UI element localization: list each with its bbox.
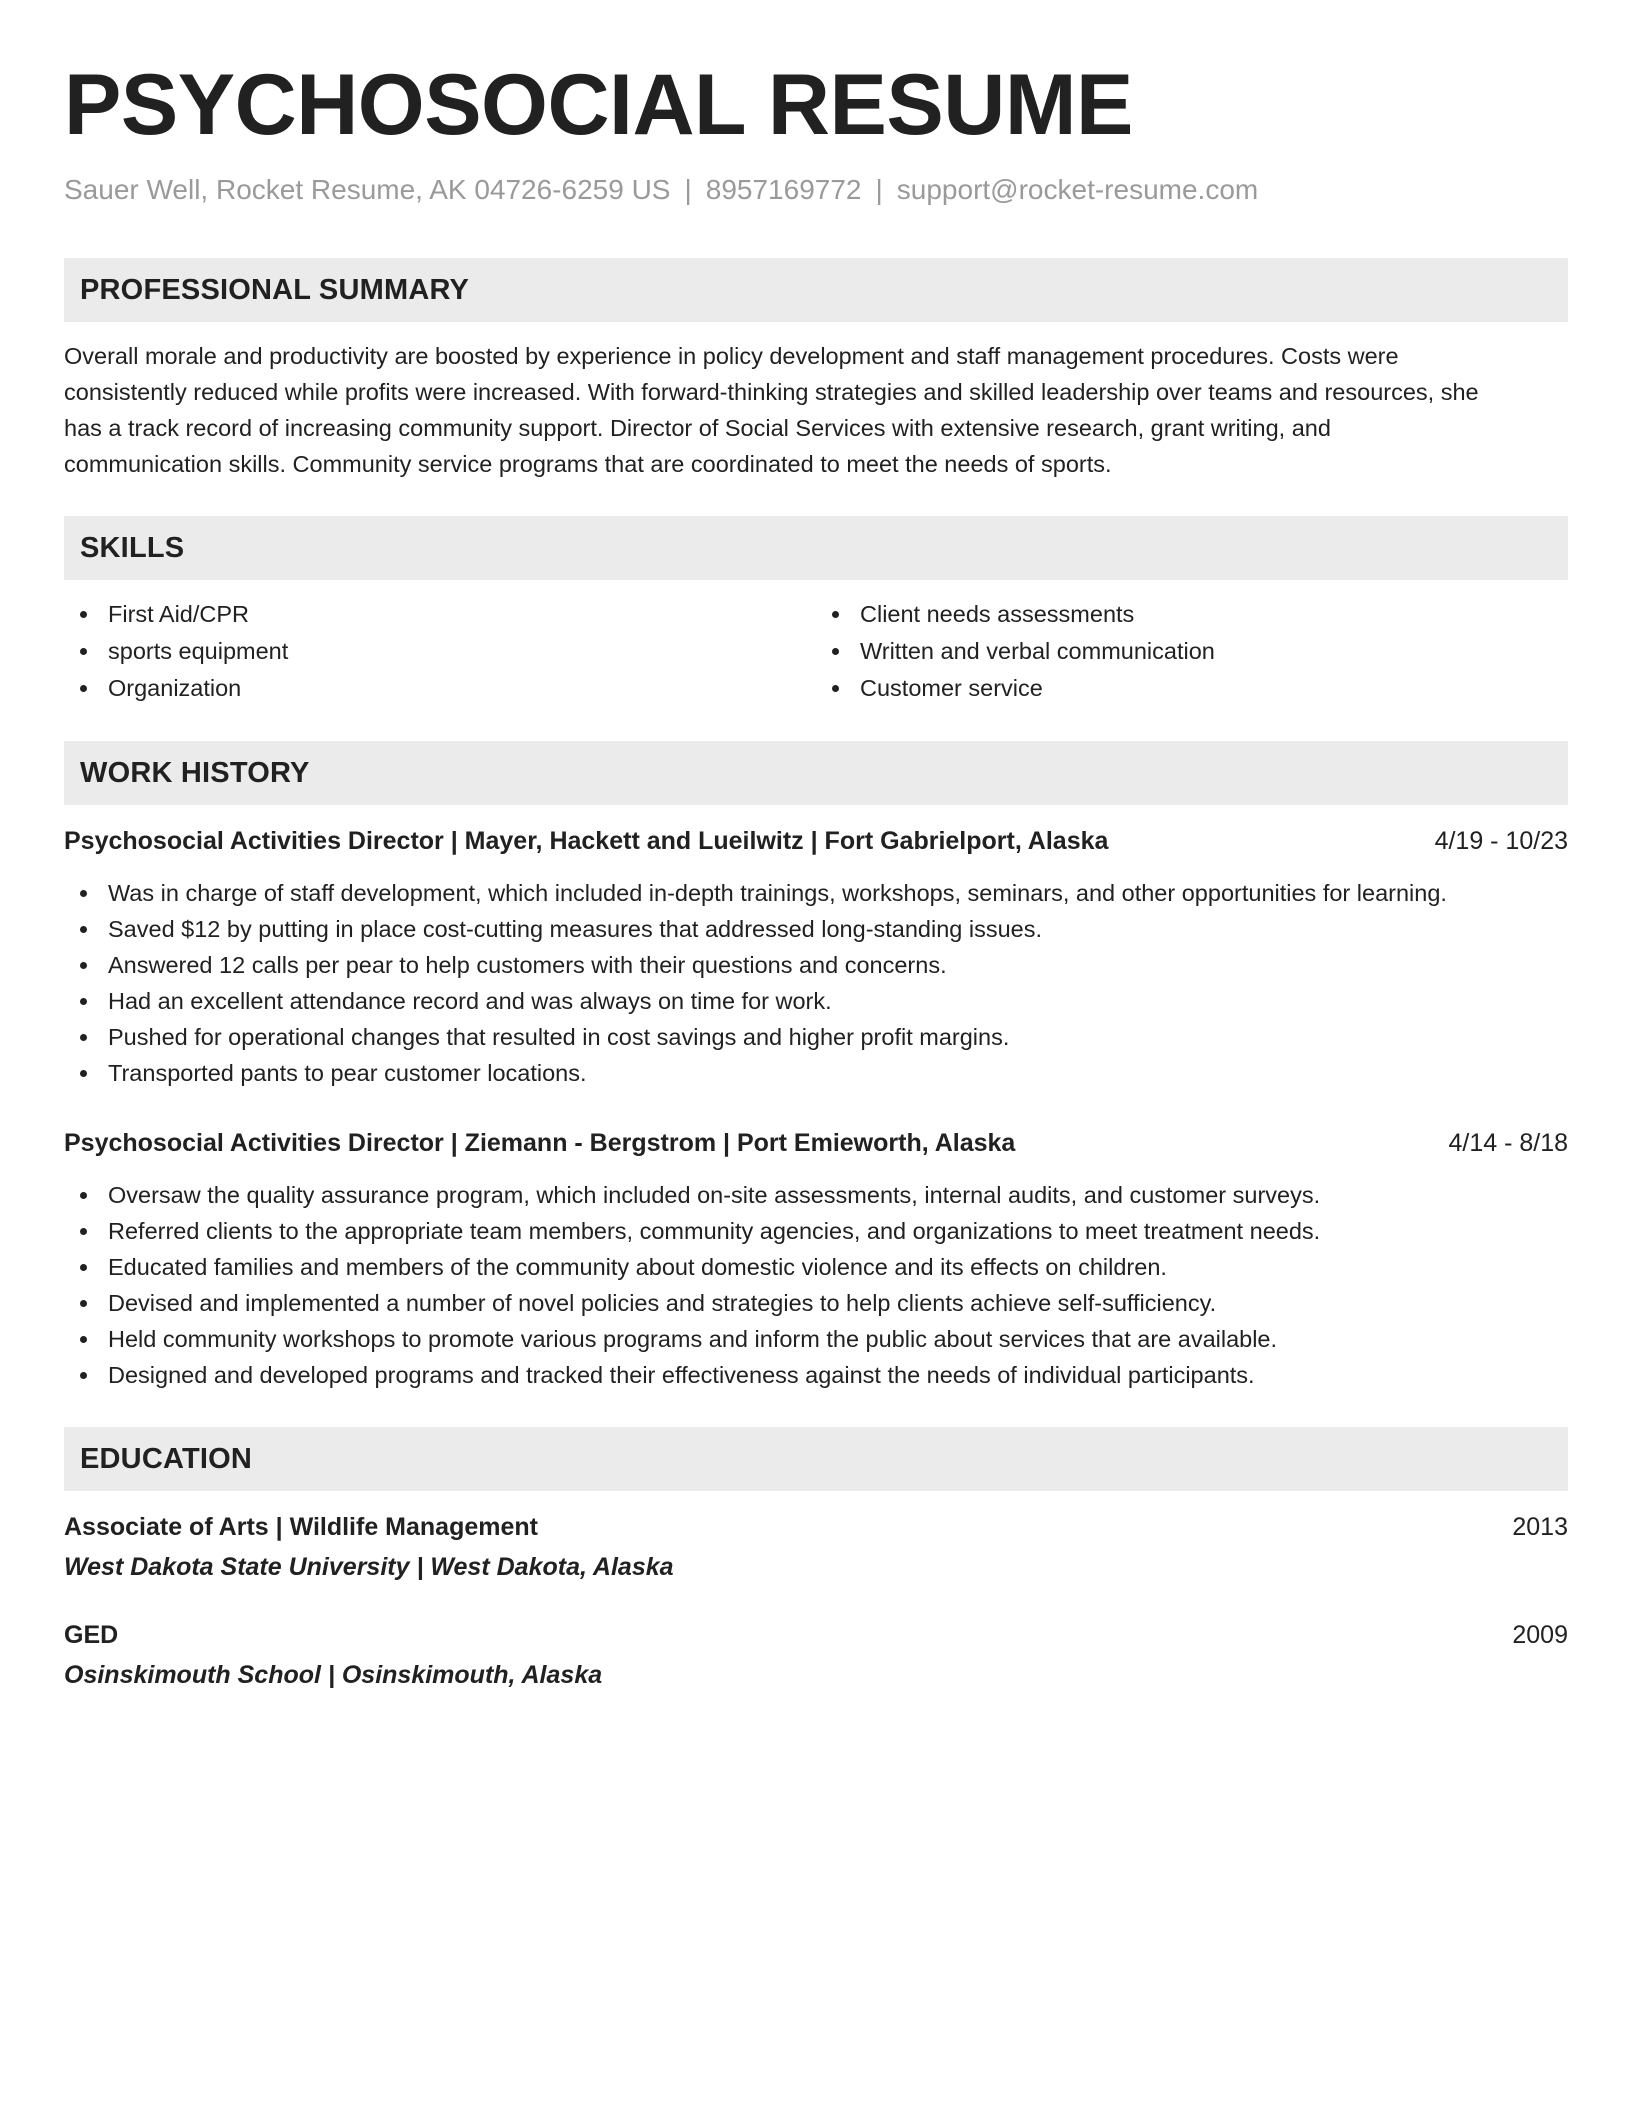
job-dates: 4/14 - 8/18	[1448, 1129, 1568, 1157]
skill-item: Written and verbal communication	[816, 633, 1568, 670]
contact-line	[64, 172, 1568, 208]
job-title: Psychosocial Activities Director | Ziemann - Bergstrom | Port Emieworth, Alaska	[64, 1129, 1016, 1157]
education-school: West Dakota State University | West Dakota, Alaska	[64, 1553, 674, 1581]
education-header	[64, 1509, 1568, 1545]
summary-line: Overall morale and productivity are boosted by experience in policy development and staff management procedures. Costs were	[64, 343, 1399, 369]
summary-paragraph	[64, 338, 1568, 482]
job-bullet: Answered 12 calls per pear to help customers with their questions and concerns.	[64, 947, 1568, 983]
job-header	[64, 1125, 1568, 1161]
job-bullet: Educated families and members of the community about domestic violence and its effects on children.	[64, 1249, 1568, 1285]
job-bullet: Referred clients to the appropriate team members, community agencies, and organizations to meet treatment needs.	[64, 1213, 1568, 1249]
education-header	[64, 1617, 1568, 1653]
job-entry	[64, 1125, 1568, 1393]
job-bullet: Devised and implemented a number of novel policies and strategies to help clients achieve self-sufficiency.	[64, 1285, 1568, 1321]
section-heading-education: EDUCATION	[64, 1427, 1568, 1491]
skill-item: Organization	[64, 670, 816, 707]
section-heading-summary: PROFESSIONAL SUMMARY	[64, 258, 1568, 322]
job-bullet: Held community workshops to promote various programs and inform the public about services that are available.	[64, 1321, 1568, 1357]
job-bullet: Transported pants to pear customer locations.	[64, 1055, 1568, 1091]
job-dates: 4/19 - 10/23	[1434, 827, 1568, 855]
resume-name: PSYCHOSOCIAL RESUME	[64, 57, 1133, 153]
summary-line: has a track record of increasing community support. Director of Social Services with extensive research, grant writing, and	[64, 415, 1331, 441]
summary-line: communication skills. Community service programs that are coordinated to meet the needs of sports.	[64, 451, 1112, 477]
contact-separator: |	[875, 174, 883, 205]
job-bullet: Designed and developed programs and tracked their effectiveness against the needs of individual participants.	[64, 1357, 1568, 1393]
education-year: 2013	[1512, 1513, 1568, 1541]
contact-address: Sauer Well, Rocket Resume, AK 04726-6259 US	[64, 174, 671, 205]
skills-column-left	[64, 596, 816, 707]
skill-item: Customer service	[816, 670, 1568, 707]
education-year: 2009	[1512, 1621, 1568, 1649]
skills-column-right	[816, 596, 1568, 707]
education-entry	[64, 1509, 1568, 1585]
education-degree: GED	[64, 1621, 119, 1649]
summary-line: consistently reduced while profits were increased. With forward-thinking strategies and skilled leadership over teams and resources, she	[64, 379, 1479, 405]
job-bullets	[64, 1177, 1568, 1393]
contact-separator: |	[684, 174, 692, 205]
job-title: Psychosocial Activities Director | Mayer, Hackett and Lueilwitz | Fort Gabrielport, Alaska	[64, 827, 1109, 855]
job-bullet: Had an excellent attendance record and was always on time for work.	[64, 983, 1568, 1019]
contact-phone: 8957169772	[705, 174, 862, 205]
skills-list	[64, 596, 1568, 707]
job-bullet: Was in charge of staff development, which included in-depth trainings, workshops, seminars, and other opportunities for learning.	[64, 875, 1568, 911]
job-bullets	[64, 875, 1568, 1091]
section-heading-work-history: WORK HISTORY	[64, 741, 1568, 805]
education-school: Osinskimouth School | Osinskimouth, Alaska	[64, 1661, 603, 1689]
skill-item: First Aid/CPR	[64, 596, 816, 633]
job-bullet: Pushed for operational changes that resulted in cost savings and higher profit margins.	[64, 1019, 1568, 1055]
job-entry	[64, 823, 1568, 1091]
section-heading-skills: SKILLS	[64, 516, 1568, 580]
skill-item: Client needs assessments	[816, 596, 1568, 633]
job-bullet: Saved $12 by putting in place cost-cutting measures that addressed long-standing issues.	[64, 911, 1568, 947]
job-header	[64, 823, 1568, 859]
education-entry	[64, 1617, 1568, 1693]
education-degree: Associate of Arts | Wildlife Management	[64, 1513, 538, 1541]
contact-email[interactable]: support@rocket-resume.com	[896, 174, 1259, 205]
skill-item: sports equipment	[64, 633, 816, 670]
job-bullet: Oversaw the quality assurance program, which included on-site assessments, internal audits, and customer surveys.	[64, 1177, 1568, 1213]
